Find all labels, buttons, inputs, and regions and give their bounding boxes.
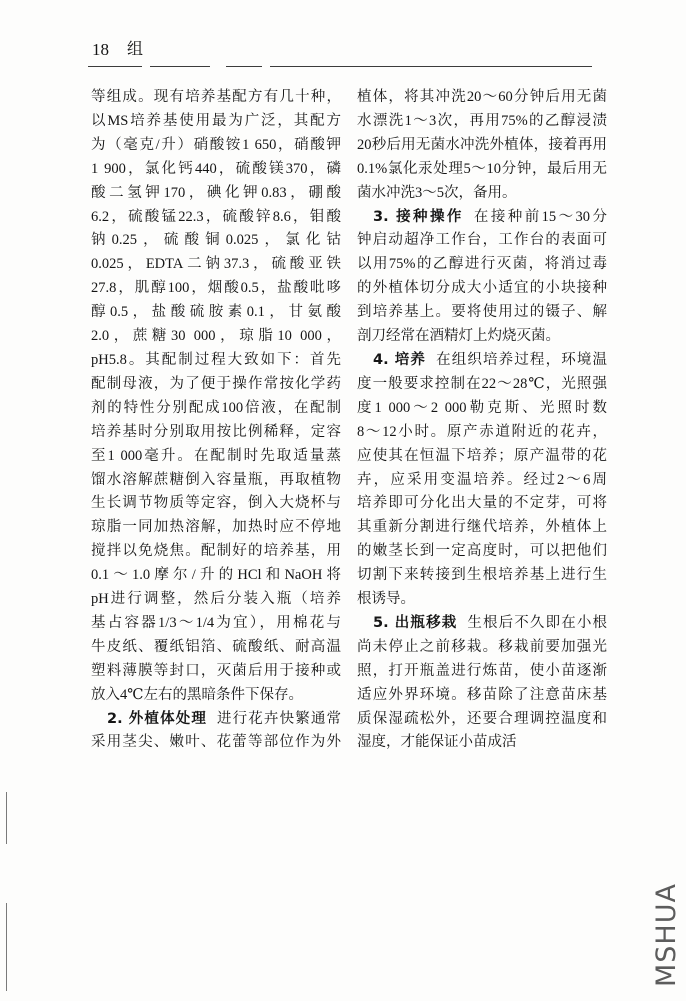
text-line: 水漂洗1～3次，再用75%的乙醇浸渍: [357, 112, 607, 129]
watermark: MSHUA: [651, 883, 682, 987]
header-rule: [88, 66, 142, 67]
text-line: 生长调节物质等定容，倒入大烧杯与: [91, 495, 341, 512]
text-line: 根诱导。: [357, 591, 415, 608]
text-line: 6.2，硫酸锰22.3，硫酸锌8.6，钼酸: [91, 208, 341, 225]
page-number: 18: [92, 40, 109, 59]
text-line: 0.1～1.0摩尔/升的HCl和NaOH将: [91, 567, 341, 584]
header-rule: [270, 66, 592, 67]
text-line: [91, 708, 341, 732]
text-line: 适应外界环境。移苗除了注意苗床基: [357, 686, 607, 703]
text-line: 的外植体切分成大小适宜的小块接种: [357, 280, 607, 297]
text-line: 0.025，EDTA二钠37.3，硫酸亚铁: [91, 256, 341, 273]
text-line: 醇0.5，盐酸硫胺素0.1，甘氨酸: [91, 304, 341, 321]
text-line: 其重新分割进行继代培养，外植体上: [357, 519, 607, 536]
text-line: 以MS培养基使用最为广泛，其配方: [91, 112, 341, 129]
text-line: 植体，将其冲洗20～60分钟后用无菌: [357, 89, 607, 105]
line-text: 生根后不久即在小根: [467, 614, 607, 631]
line-text: 在接种前15～30分: [473, 208, 607, 225]
header-rule: [150, 66, 210, 67]
text-line: 菌水冲洗3～5次，备用。: [357, 184, 517, 201]
text-line: 2.0，蔗糖30 000，琼脂10 000，: [91, 328, 341, 345]
text-line: 8～12小时。原产赤道附近的花卉，: [357, 423, 607, 440]
text-line: 到培养基上。要将使用过的镊子、解: [357, 304, 607, 321]
scan-artifact-line: [6, 903, 7, 991]
paragraph: [357, 206, 607, 349]
text-line: [357, 349, 607, 373]
text-line: [357, 612, 607, 636]
section-heading: 3. 接种操作: [373, 208, 464, 225]
text-line: 1 900，氯化钙440，硫酸镁370，磷: [91, 160, 341, 177]
paragraph: [91, 86, 341, 708]
text-line: 湿度，才能保证小苗成活: [357, 734, 517, 751]
text-line: 琼脂一同加热溶解，加热时应不停地: [91, 519, 341, 536]
text-line: 质保湿疏松外，还要合理调控温度和: [357, 710, 607, 727]
text-line: 为（毫克/升）硝酸铵1 650，硝酸钾: [91, 136, 341, 153]
text-line: 酸二氢钾170，碘化钾0.83，硼酸: [91, 184, 341, 201]
text-line: 照，打开瓶盖进行炼苗，使小苗逐渐: [357, 662, 607, 679]
paragraph: [357, 86, 607, 206]
paragraph: [357, 612, 607, 755]
paragraph: [91, 708, 341, 756]
text-line: 馏水溶解蔗糖倒入容量瓶，再取植物: [91, 471, 341, 488]
running-title: 组: [127, 41, 144, 58]
text-line: 27.8，肌醇100，烟酸0.5，盐酸吡哆: [91, 280, 341, 297]
text-line: 切割下来转接到生根培养基上进行生: [357, 567, 607, 584]
text-line: 钟启动超净工作台，工作台的表面可: [357, 232, 607, 249]
text-line: 至1 000毫升。在配制时先取适量蒸: [91, 447, 341, 464]
text-line: 搅拌以免烧焦。配制好的培养基，用: [91, 543, 341, 560]
text-line: [357, 206, 607, 230]
text-line: 塑料薄膜等封口，灭菌后用于接种或: [91, 662, 341, 679]
text-line: 的嫩茎长到一定高度时，可以把他们: [357, 543, 607, 560]
text-line: 尚未停止之前移栽。移栽前要加强光: [357, 638, 607, 655]
text-line: 卉，应采用变温培养。经过2～6周: [357, 471, 607, 488]
text-line: 培养即可分化出大量的不定芽，可将: [357, 495, 607, 512]
paragraph: [357, 349, 607, 612]
text-line: 以用75%的乙醇进行灭菌，将消过毒: [357, 256, 607, 273]
text-line: 剂的特性分别配成100倍液，在配制: [91, 399, 341, 416]
text-line: 应使其在恒温下培养；原产温带的花: [357, 447, 607, 464]
header-rule: [226, 66, 262, 67]
right-column: [357, 86, 607, 755]
text-line: 配制母液，为了便于操作常按化学药: [91, 375, 341, 392]
section-heading: 4. 培养: [373, 351, 427, 368]
text-line: pH进行调整，然后分装入瓶（培养: [91, 591, 341, 608]
text-line: 剖刀经常在酒精灯上灼烧灭菌。: [357, 328, 560, 345]
text-line: 放入4℃左右的黑暗条件下保存。: [91, 686, 303, 703]
text-line: pH5.8。其配制过程大致如下：首先: [91, 351, 341, 368]
text-line: 度1 000～2 000勒克斯、光照时数: [357, 399, 607, 416]
text-line: 20秒后用无菌水冲洗外植体，接着再用: [357, 136, 607, 153]
left-column: [91, 86, 341, 755]
text-line: 培养基时分别取用按比例稀释，定容: [91, 423, 341, 440]
text-line: 基占容器1/3～1/4为宜），用棉花与: [91, 614, 341, 631]
line-text: 进行花卉快繁通常: [217, 710, 341, 727]
text-line: 钠0.25，硫酸铜0.025，氯化钴: [91, 232, 341, 249]
section-heading: 2. 外植体处理: [107, 710, 207, 727]
text-line: 等组成。现有培养基配方有几十种，: [91, 89, 341, 105]
text-line: 采用茎尖、嫩叶、花蕾等部位作为外: [91, 734, 341, 751]
text-line: 0.1%氯化汞处理5～10分钟，最后用无: [357, 160, 607, 177]
text-line: 度一般要求控制在22～28℃，光照强: [357, 375, 607, 392]
text-line: 牛皮纸、覆纸铝箔、硫酸纸、耐高温: [91, 638, 341, 655]
line-text: 在组织培养过程，环境温: [436, 351, 607, 368]
section-heading: 5. 出瓶移栽: [373, 614, 458, 631]
scan-artifact-line: [6, 792, 7, 844]
